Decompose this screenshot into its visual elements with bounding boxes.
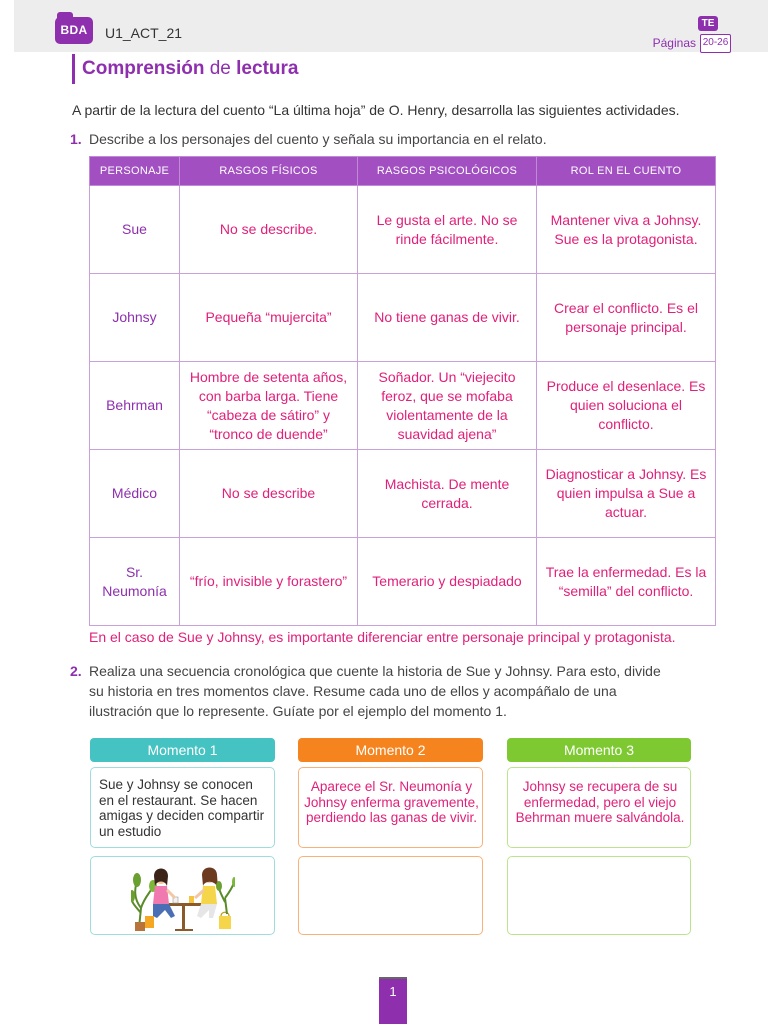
- characters-table: [89, 156, 716, 626]
- story-role: Diagnosticar a Johnsy. Es quien impulsa a Sue a actuar.: [537, 450, 716, 538]
- table-header-row: [90, 157, 716, 186]
- bda-folder-icon: [55, 12, 93, 45]
- question-1-text: Describe a los personajes del cuento y señala su importancia en el relato.: [89, 131, 547, 147]
- question-2-line-1: Realiza una secuencia cronológica que cuente la historia de Sue y Johnsy. Para esto, divide: [89, 663, 661, 679]
- moment-3-text-box[interactable]: [507, 767, 691, 848]
- header-rasgos-fisicos: RASGOS FÍSICOS: [180, 157, 358, 186]
- page-number: 1: [379, 977, 407, 1024]
- header-personaje: PERSONAJE: [90, 157, 180, 186]
- logo-text: BDA: [55, 17, 93, 44]
- table-row: [90, 450, 716, 538]
- header-rol: ROL EN EL CUENTO: [537, 157, 716, 186]
- title-connector: de: [209, 58, 231, 79]
- physical-traits: No se describe: [180, 450, 358, 538]
- moment-3-illustration-box[interactable]: [507, 856, 691, 935]
- moment-1-text-box[interactable]: [90, 767, 275, 848]
- te-book-icon: [698, 16, 732, 55]
- moment-1-header: Momento 1: [90, 738, 275, 762]
- physical-traits: No se describe.: [180, 186, 358, 274]
- moment-2-header: Momento 2: [298, 738, 483, 762]
- psychological-traits: No tiene ganas de vivir.: [358, 274, 537, 362]
- story-role: Crear el conflicto. Es el personaje principal.: [537, 274, 716, 362]
- physical-traits: Hombre de setenta años, con barba larga. Tiene “cabeza de sátiro” y “tronco de duende”: [180, 362, 358, 450]
- intro-text: A partir de la lectura del cuento “La última hoja” de O. Henry, desarrolla las siguientes actividades.: [72, 102, 680, 118]
- question-1: [70, 129, 547, 149]
- story-role: Mantener viva a Johnsy. Sue es la protagonista.: [537, 186, 716, 274]
- moment-2-illustration-box[interactable]: [298, 856, 483, 935]
- title-end: lectura: [236, 58, 299, 79]
- story-role: Produce el desenlace. Es quien soluciona el conflicto.: [537, 362, 716, 450]
- table-note: En el caso de Sue y Johnsy, es importante diferenciar entre personaje principal y protagonista.: [89, 629, 676, 645]
- table-row: [90, 362, 716, 450]
- pages-label: Páginas: [652, 36, 696, 50]
- physical-traits: Pequeña “mujercita”: [180, 274, 358, 362]
- te-label: TE: [698, 16, 718, 31]
- psychological-traits: Machista. De mente cerrada.: [358, 450, 537, 538]
- story-role: Trae la enfermedad. Es la “semilla” del conflicto.: [537, 538, 716, 626]
- physical-traits: “frío, invisible y forastero”: [180, 538, 358, 626]
- psychological-traits: Temerario y despiadado: [358, 538, 537, 626]
- question-2-line-3: ilustración que lo represente. Guíate por el ejemplo del momento 1.: [89, 703, 507, 719]
- question-2-number: 2.: [70, 663, 82, 679]
- header-rasgos-psicologicos: RASGOS PSICOLÓGICOS: [358, 157, 537, 186]
- question-2: [70, 661, 730, 721]
- moment-2-text: Aparece el Sr. Neumonía y Johnsy enferma gravemente, perdiendo las ganas de vivir.: [304, 779, 479, 825]
- section-title: [82, 58, 298, 80]
- table-row: [90, 538, 716, 626]
- table-row: [90, 274, 716, 362]
- character-name: Behrman: [90, 362, 180, 450]
- moment-2-text-box[interactable]: [298, 767, 483, 848]
- character-name: Sr. Neumonía: [90, 538, 180, 626]
- psychological-traits: Le gusta el arte. No se rinde fácilmente.: [358, 186, 537, 274]
- moment-1-illustration-box[interactable]: [90, 856, 275, 935]
- title-accent-bar: [72, 54, 75, 84]
- moment-1-text: Sue y Johnsy se conocen en el restaurant. Se hacen amigas y deciden compartir un estudio: [99, 777, 265, 839]
- psychological-traits: Soñador. Un “viejecito feroz, que se mofaba violentamente de la suavidad ajena”: [358, 362, 537, 450]
- te-pages: 20-26: [700, 34, 731, 53]
- activity-code: U1_ACT_21: [105, 25, 183, 41]
- two-women-at-cafe-icon: [131, 858, 235, 933]
- question-1-number: 1.: [70, 131, 82, 147]
- table-row: [90, 186, 716, 274]
- character-name: Sue: [90, 186, 180, 274]
- moment-3-text: Johnsy se recupera de su enfermedad, pero el viejo Behrman muere salvándola.: [515, 779, 685, 825]
- character-name: Médico: [90, 450, 180, 538]
- moment-3-header: Momento 3: [507, 738, 691, 762]
- title-bold: Comprensión: [82, 58, 205, 79]
- character-name: Johnsy: [90, 274, 180, 362]
- question-2-line-2: su historia en tres momentos clave. Resume cada uno de ellos y acompáñalo de una: [89, 683, 617, 699]
